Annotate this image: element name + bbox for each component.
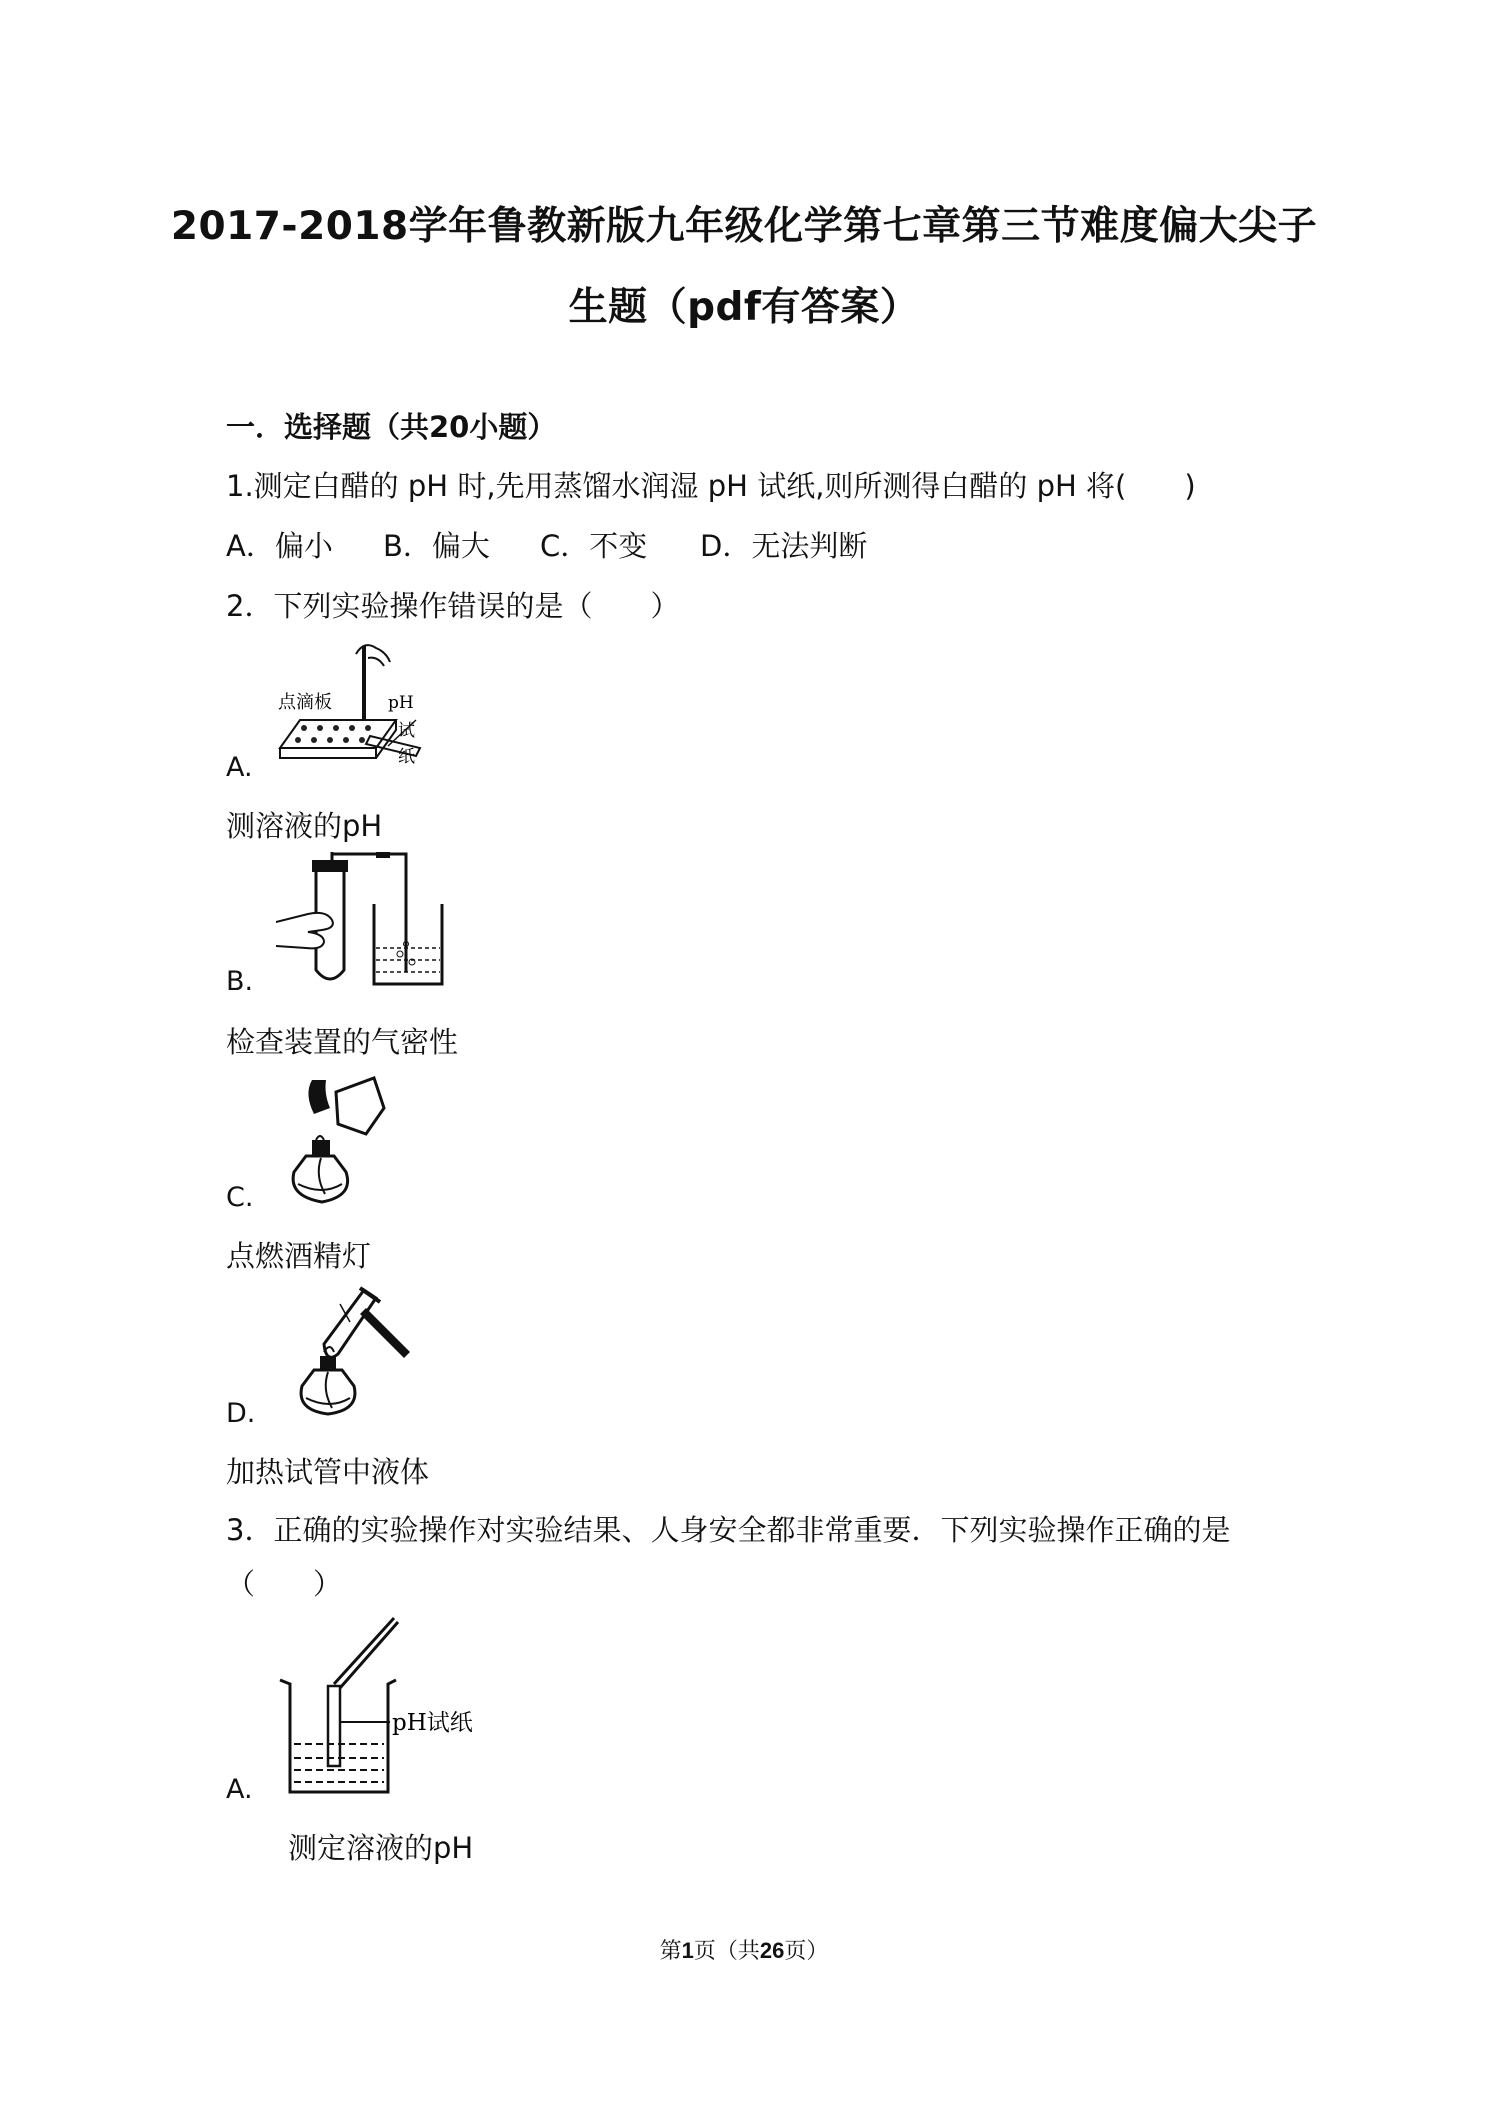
q2-option-c-caption: 点燃酒精灯 — [226, 1239, 372, 1273]
airtightness-figure — [276, 852, 456, 992]
paper-label-2: 纸 — [398, 747, 415, 767]
document-title-line1: 2017-2018学年鲁教新版九年级化学第七章第三节难度偏大尖子 — [170, 204, 1318, 249]
footer-suffix: 页） — [784, 1939, 829, 1964]
page-footer — [0, 1934, 1488, 1965]
q2-option-d-letter: D. — [226, 1398, 256, 1429]
q2-option-a-caption: 测溶液的pH — [226, 809, 383, 843]
ph-label: pH — [388, 693, 414, 713]
heating-test-tube-figure — [280, 1282, 420, 1422]
question-2-stem: 2．下列实验操作错误的是（ ） — [226, 589, 680, 623]
spot-plate-ph-figure — [270, 636, 440, 776]
question-3-stem-brackets: （ ） — [226, 1567, 343, 1601]
footer-page-number: 1 — [681, 1938, 694, 1963]
document-title-line2: 生题（pdf有答案） — [568, 285, 920, 330]
q2-option-b-caption: 检查装置的气密性 — [226, 1025, 459, 1059]
q2-option-c-letter: C. — [226, 1182, 254, 1213]
q1-option-a: A．偏小 — [226, 529, 333, 563]
alcohol-lamp-lighting-figure — [276, 1072, 406, 1208]
question-3-stem: 3．正确的实验操作对实验结果、人身安全都非常重要．下列实验操作正确的是 — [226, 1513, 1231, 1547]
q1-option-c: C．不变 — [540, 529, 648, 563]
footer-prefix: 第 — [659, 1939, 682, 1964]
footer-mid: 页（共 — [693, 1939, 760, 1964]
paper-label-1: 试 — [398, 721, 415, 741]
footer-total-pages: 26 — [759, 1938, 785, 1963]
spot-plate-label: 点滴板 — [278, 692, 332, 713]
section-heading: 一．选择题（共20小题） — [226, 410, 557, 444]
q1-option-d: D．无法判断 — [700, 529, 868, 563]
q2-option-d-caption: 加热试管中液体 — [226, 1455, 430, 1489]
q1-option-b: B．偏大 — [383, 529, 490, 563]
beaker-ph-paper-figure — [276, 1612, 496, 1802]
q2-option-a-letter: A. — [226, 752, 253, 783]
q3-option-a-caption: 测定溶液的pH — [288, 1831, 474, 1865]
question-1-stem: 1.测定白醋的 pH 时,先用蒸馏水润湿 pH 试纸,则所测得白醋的 pH 将( ) — [226, 469, 1196, 503]
q2-option-b-letter: B. — [226, 966, 254, 997]
q3-option-a-letter: A. — [226, 1774, 253, 1805]
ph-paper-label: pH试纸 — [392, 1710, 473, 1736]
